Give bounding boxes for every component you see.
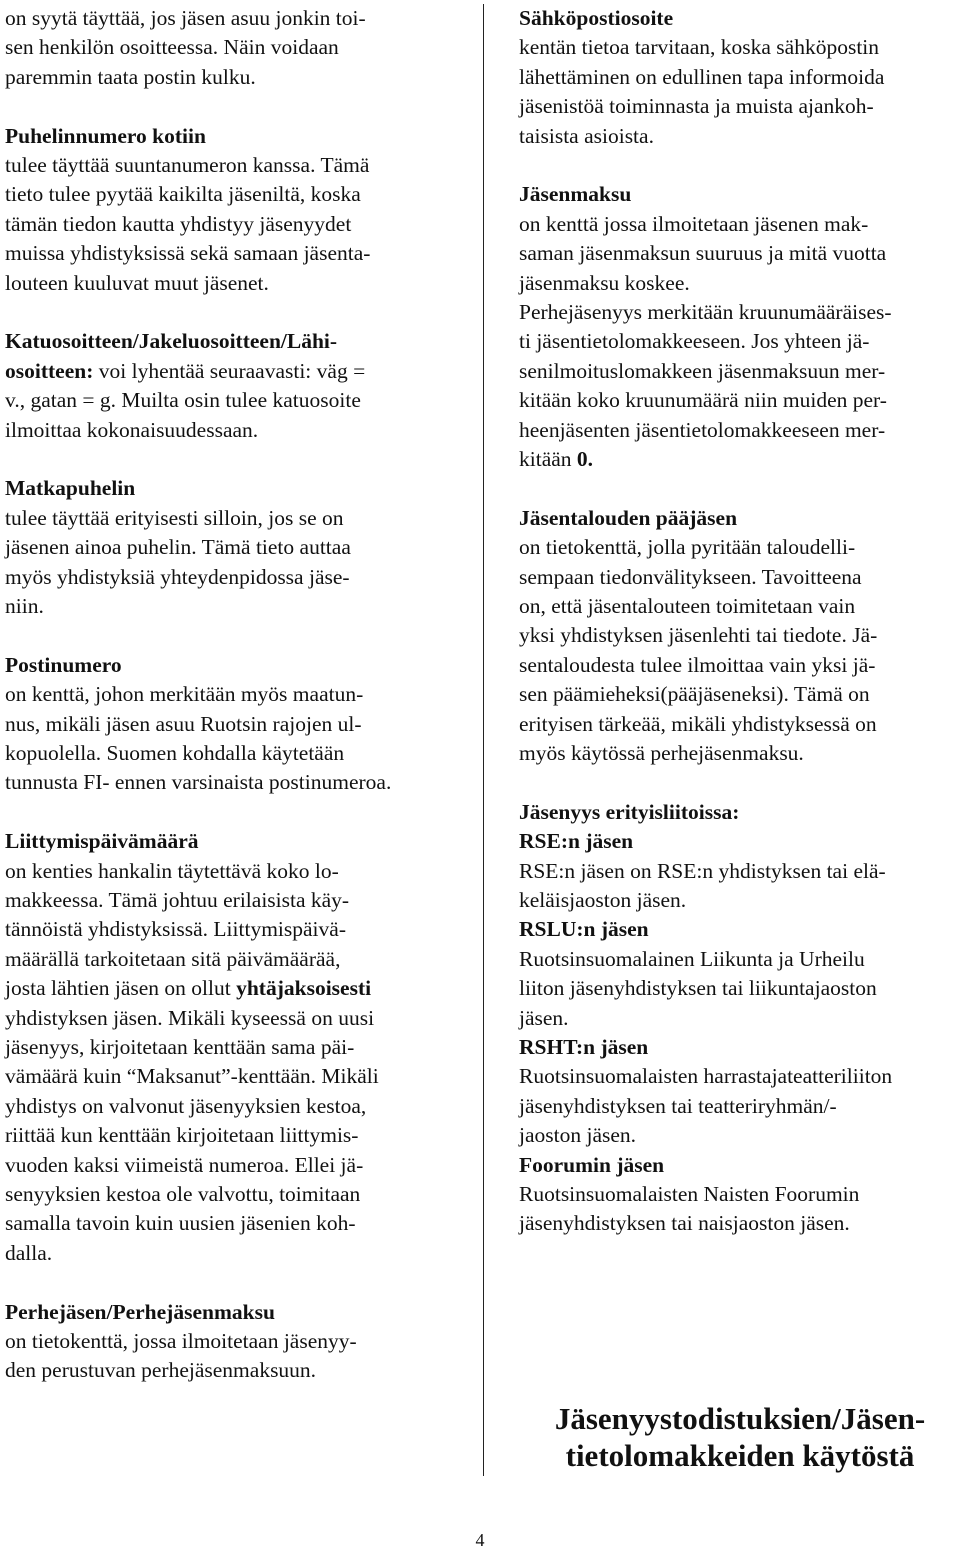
text-line: samalla tavoin kuin uusien jäsenien koh- [5, 1211, 356, 1236]
text-line: louteen kuuluvat muut jäsenet. [5, 270, 269, 295]
text-line: jäsen. [519, 1005, 569, 1030]
text-line: RSE:n jäsen on RSE:n yhdistyksen tai elä- [519, 858, 886, 883]
text-line: senilmoituslomakkeen jäsenmaksuun mer- [519, 358, 886, 383]
text-line: Ruotsinsuomalainen Liikunta ja Urheilu [519, 946, 865, 971]
text-line: Perhejäsenyys merkitään kruunumääräises- [519, 300, 892, 324]
text-line: nus, mikäli jäsen asuu Ruotsin rajojen ul- [5, 711, 362, 736]
text-line: riittää kun kenttään kirjoitetaan liittymis- [5, 1123, 359, 1148]
text-line: kopuolella. Suomen kohdalla käytetään [5, 741, 345, 765]
text-line: Katuosoitteen/Jakeluosoitteen/Lähi- [5, 329, 338, 354]
text-line: tulee täyttää suuntanumeron kanssa. Tämä [5, 153, 370, 177]
text-line: v., gatan = g. Muilta osin tulee katuosoite [5, 388, 361, 413]
text-line: RSLU:n jäsen [519, 917, 649, 942]
text-line: jäsenistöä toiminnasta ja muista ajankoh- [519, 94, 874, 119]
text-line: vämäärä kuin “Maksanut”-kenttään. Mikäli [5, 1064, 379, 1089]
text-line: kentän tietoa tarvitaan, koska sähköpostin [519, 35, 880, 60]
text-line: Liittymispäivämäärä [5, 829, 199, 854]
text-line: jäsenyhdistyksen tai naisjaoston jäsen. [519, 1211, 850, 1236]
text-line: yhdistys on valvonut jäsenyyksien kestoa, [5, 1093, 367, 1118]
text-line: yksi yhdistyksen jäsenlehti tai tiedote. Jä- [519, 623, 878, 648]
text-line: yhdistyksen jäsen. Mikäli kyseessä on uusi [5, 1005, 375, 1030]
text-line: tunnusta FI- ennen varsinaista postinumeroa. [5, 770, 392, 795]
text-line: määrällä tarkoitetaan sitä päivämäärää, [5, 946, 341, 971]
text-line: jäsenyys, kirjoitetaan kenttään sama päi- [5, 1035, 355, 1059]
text-line: ilmoittaa kokonaisuudessaan. [5, 417, 259, 442]
text-line: sen päämieheksi(pääjäseneksi). Tämä on [519, 682, 870, 707]
text-line: niin. [5, 594, 44, 618]
text-line: senyyksien kestoa ole valvottu, toimitaan [5, 1182, 361, 1206]
text-line: vuoden kaksi viimeistä numeroa. Ellei jä- [5, 1152, 364, 1177]
text-line: on syytä täyttää, jos jäsen asuu jonkin toi- [5, 6, 366, 30]
text-line: taisista asioista. [519, 123, 654, 148]
text-line: jaoston jäsen. [519, 1123, 637, 1148]
text-line: jäsenmaksu koskee. [519, 270, 690, 295]
text-line: Jäsenmaksu [519, 182, 632, 207]
text-line: myös käytössä perhejäsenmaksu. [519, 741, 804, 765]
text-line: kitään 0. [519, 447, 594, 471]
text-line: osoitteen: voi lyhentää seuraavasti: väg = [5, 358, 366, 383]
text-line: ti jäsentietolomakkeeseen. Jos yhteen jä- [519, 329, 870, 354]
text-line: Ruotsinsuomalaisten Naisten Foorumin [519, 1182, 860, 1206]
text-line: on tietokenttä, jossa ilmoitetaan jäsenyy- [5, 1329, 357, 1353]
text-line: Foorumin jäsen [519, 1152, 665, 1177]
text-line: myös yhdistyksiä yhteydenpidossa jäse- [5, 564, 350, 589]
text-line: saman jäsenmaksun suuruus ja mitä vuotta [519, 241, 887, 266]
page-number: 4 [475, 1530, 485, 1550]
text-line: Jäsentalouden pääjäsen [519, 505, 738, 530]
column-divider [483, 4, 484, 1476]
text-line: Postinumero [5, 652, 122, 677]
text-line: sempaan tiedonvälitykseen. Tavoitteena [519, 564, 862, 589]
text-line: RSE:n jäsen [519, 829, 634, 854]
section-title: tietolomakkeiden käytöstä [565, 1438, 915, 1473]
text-line: Jäsenyys erityisliitoissa: [519, 799, 740, 824]
text-line: Perhejäsen/Perhejäsenmaksu [5, 1299, 275, 1324]
text-line: tulee täyttää erityisesti silloin, jos se on [5, 505, 344, 530]
text-line: on tietokenttä, jolla pyritään taloudelli- [519, 535, 856, 560]
text-line: paremmin taata postin kulku. [5, 64, 256, 89]
text-line: on, että jäsentalouteen toimitetaan vain [519, 594, 856, 618]
text-line: sentaloudesta tulee ilmoittaa vain yksi jä- [519, 652, 876, 677]
text-line: dalla. [5, 1240, 53, 1265]
section-title: Jäsenyystodistuksien/Jäsen- [554, 1401, 926, 1436]
text-line: kitään koko kruunumäärä niin muiden per- [519, 388, 887, 413]
text-line: den perustuvan perhejäsenmaksuun. [5, 1358, 317, 1383]
text-line: Sähköpostiosoite [519, 6, 674, 30]
text-line: lähettäminen on edullinen tapa informoida [519, 64, 885, 89]
text-line: liiton jäsenyhdistyksen tai liikuntajaoston [519, 976, 877, 1001]
text-line: on kenttä jossa ilmoitetaan jäsenen mak- [519, 211, 869, 236]
text-line: heenjäsenten jäsentietolomakkeeseen mer- [519, 417, 886, 442]
text-line: keläisjaoston jäsen. [519, 888, 687, 912]
text-line: on kenttä, johon merkitään myös maatun- [5, 682, 364, 707]
text-line: tämän tiedon kautta yhdistyy jäsenyydet [5, 211, 352, 236]
text-line: jäsenyhdistyksen tai teatteriryhmän/- [519, 1093, 837, 1118]
text-line: tieto tulee pyytää kaikilta jäseniltä, koska [5, 182, 361, 207]
text-line: Matkapuhelin [5, 476, 136, 501]
text-line: on kenties hankalin täytettävä koko lo- [5, 858, 339, 883]
text-line: jäsenen ainoa puhelin. Tämä tieto auttaa [5, 535, 351, 560]
text-line: tännöistä yhdistyksissä. Liittymispäivä- [5, 917, 346, 942]
text-line: Ruotsinsuomalaisten harrastajateatteriliiton [519, 1064, 893, 1089]
text-line: Puhelinnumero kotiin [5, 123, 206, 148]
text-line: josta lähtien jäsen on ollut yhtäjaksoisesti [5, 976, 372, 1001]
text-line: RSHT:n jäsen [519, 1035, 649, 1059]
text-line: makkeessa. Tämä johtuu erilaisista käy- [5, 888, 350, 912]
text-line: erityisen tärkeää, mikäli yhdistyksessä on [519, 711, 877, 736]
text-line: muissa yhdistyksissä sekä samaan jäsenta- [5, 241, 371, 266]
text-line: sen henkilön osoitteessa. Näin voidaan [5, 35, 339, 60]
